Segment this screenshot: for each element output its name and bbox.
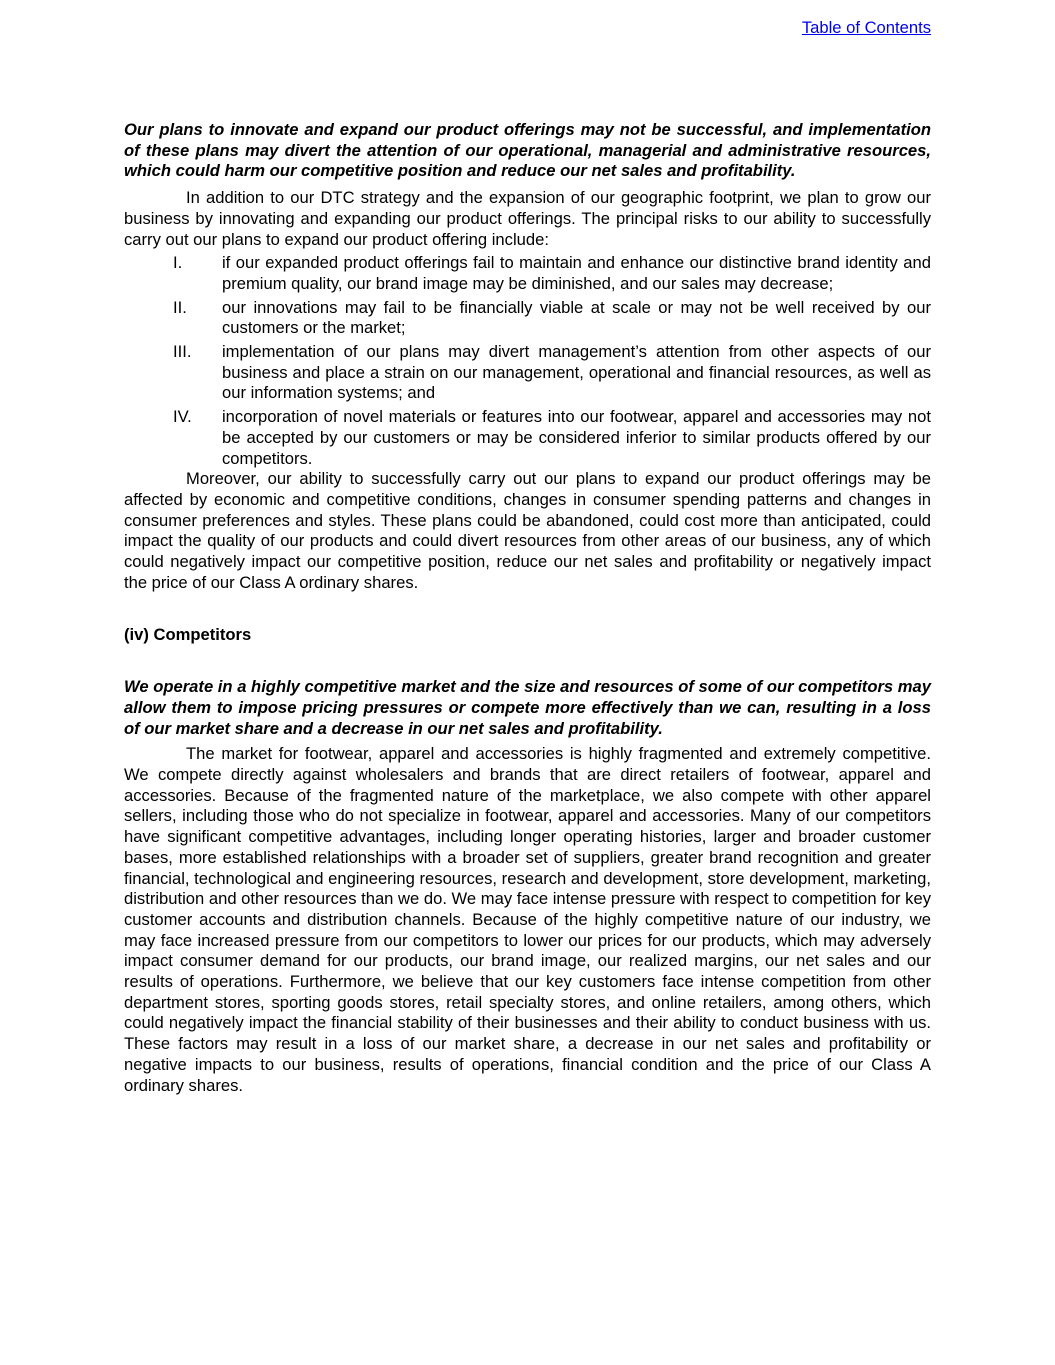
section-title-competitors: (iv) Competitors	[124, 625, 252, 645]
list-item-text: incorporation of novel materials or features into our footwear, apparel and accessories may not be accepted by our customers or may be considered inferior to similar products offered by our competitors.	[222, 407, 931, 468]
list-numeral: I.	[173, 253, 183, 273]
list-item-text: if our expanded product offerings fail to maintain and enhance our distinctive brand identity and premium quality, our brand image may be diminished, and our sales may decrease;	[222, 253, 931, 293]
risk-factor-heading-product-innovation: Our plans to innovate and expand our product offerings may not be successful, and implementation of these plans may divert the attention of our operational, managerial and administrative resources, which could harm our competitive position and reduce our net sales and profitability.	[124, 120, 931, 181]
paragraph-product-closing: Moreover, our ability to successfully carry out our plans to expand our product offerings may be affected by economic and competitive conditions, changes in consumer spending patterns and changes in consumer preferences and styles. These plans could be abandoned, could cost more than anticipated, could impact the quality of our products and could divert resources from other areas of our business, any of which could negatively impact our competitive position, reduce our net sales and profitability or negatively impact the price of our Class A ordinary shares.	[124, 469, 931, 592]
list-item	[124, 298, 931, 339]
list-item-text: our innovations may fail to be financially viable at scale or may not be well received by our customers or the market;	[222, 297, 931, 338]
risk-list	[124, 253, 931, 469]
document-page	[124, 0, 931, 1096]
list-item-text: implementation of our plans may divert management’s attention from other aspects of our business and place a strain on our management, operational and financial resources, as well as our information systems; and	[222, 342, 931, 403]
list-numeral: III.	[173, 342, 192, 362]
list-numeral: II.	[173, 297, 187, 317]
list-item	[124, 407, 931, 469]
risk-factor-heading-competition: We operate in a highly competitive market and the size and resources of some of our competitors may allow them to impose pricing pressures or compete more effectively than we can, resulting in a loss of our market share and a decrease in our net sales and profitability.	[124, 677, 931, 738]
paragraph-competition-body: The market for footwear, apparel and accessories is highly fragmented and extremely competitive. We compete directly against wholesalers and brands that are direct retailers of footwear, apparel and accessories. Because of the fragmented nature of the marketplace, we also compete with other apparel sellers, including those who do not specialize in footwear, apparel and accessories. Many of our competitors have significant competitive advantages, including longer operating histories, larger and broader customer bases, more established relationships with a broader set of suppliers, greater brand recognition and greater financial, technological and engineering resources, research and development, store development, marketing, distribution and other resources than we do. We may face intense pressure with respect to competition for key customer accounts and distribution channels. Because of the highly competitive nature of our industry, we may face increased pressure from our competitors to lower our prices for our products, which may adversely impact consumer demand for our products, our brand image, our realized margins, our net sales and our results of operations. Furthermore, we believe that our key customers face intense competition from other department stores, sporting goods stores, retail specialty stores, and online retailers, among others, which could negatively impact the financial stability of their businesses and their ability to conduct business with us. These factors may result in a loss of our market share, a decrease in our net sales and profitability or negative impacts to our business, results of operations, financial condition and the price of our Class A ordinary shares.	[124, 744, 931, 1095]
list-item	[124, 342, 931, 404]
table-of-contents-link[interactable]: Table of Contents	[801, 18, 931, 37]
list-numeral: IV.	[173, 407, 192, 427]
paragraph-product-intro: In addition to our DTC strategy and the expansion of our geographic footprint, we plan to grow our business by innovating and expanding our product offerings. The principal risks to our ability to successfully carry out our plans to expand our product offering include:	[124, 188, 931, 249]
list-item	[124, 253, 931, 294]
